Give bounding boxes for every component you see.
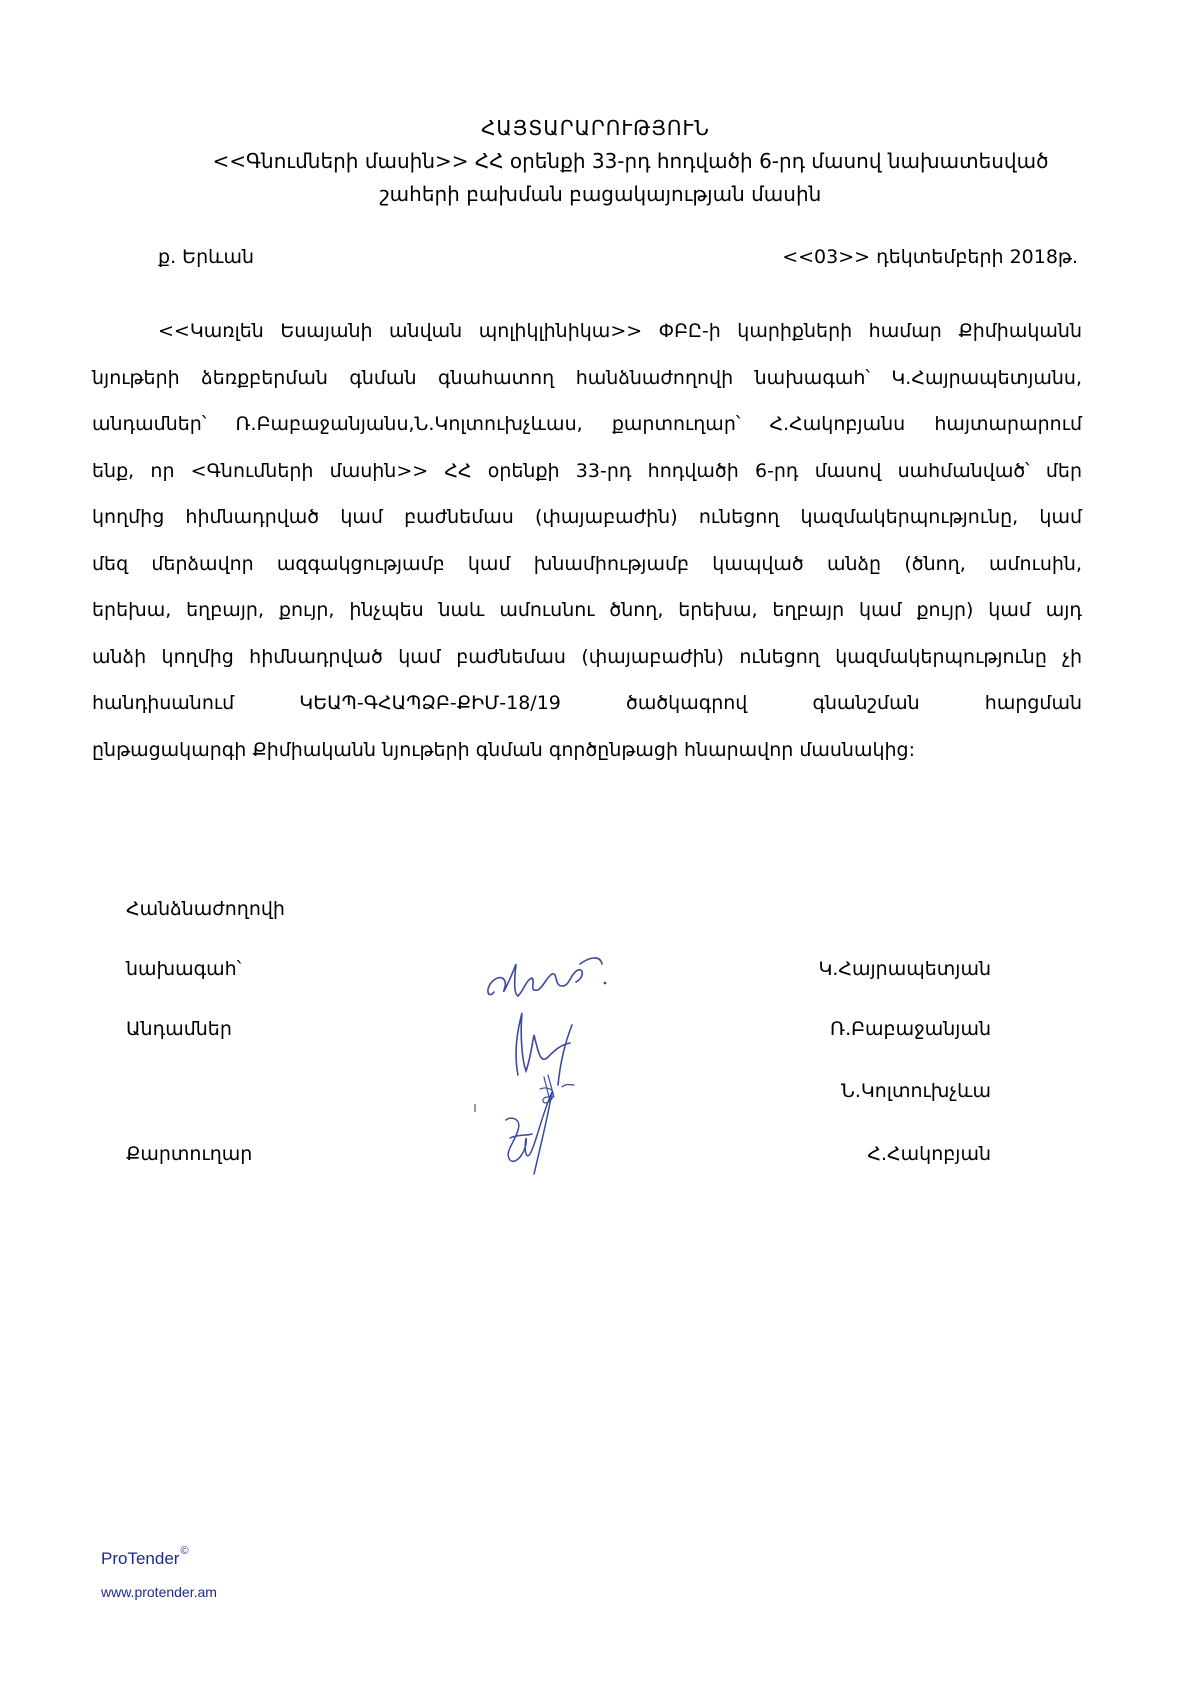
secretary-label: Քարտուղար xyxy=(126,1143,253,1165)
body-line: նյութերի ձեռքբերման գնման գնահատող հանձնաժողովի նախագահ՝ Կ.Հայրապետյանս, xyxy=(92,366,1082,389)
member1-name: Ռ.Բաբաջանյան xyxy=(830,1018,991,1040)
body-line: անձի կողմից հիմնադրված կամ բաժնեմաս (փայաբաժին) ունեցող կազմակերպությունը չի xyxy=(92,645,1082,668)
body-line: ենք, որ <Գնումների մասին>> ՀՀ օրենքի 33-րդ հոդվածի 6-րդ մասով սահմանված՝ մեր xyxy=(92,459,1082,482)
body-line: <<Կառլեն Եսայանի անվան պոլիկլինիկա>> ՓԲԸ-ի կարիքների համար Քիմիականն xyxy=(158,320,1082,342)
document-subtitle-line-2: շահերի բախման բացակայության մասին xyxy=(379,182,822,206)
body-line: մեզ մերձավոր ազգակցությամբ կամ խնամիությամբ կապված անձը (ծնող, ամուսին, xyxy=(92,552,1082,575)
declaration-body xyxy=(92,308,1082,773)
chair-name: Կ.Հայրապետյան xyxy=(818,958,991,980)
brand-name: ProTender xyxy=(101,1549,180,1568)
protender-logo xyxy=(101,1545,189,1569)
body-line: հանդիսանում ԿԵԱՊ-ԳՀԱՊՁԲ-ՔԻՄ-18/19 ծածկագրով գնանշման հարցման xyxy=(92,692,1082,714)
document-date: <<03>> դեկտեմբերի 2018թ. xyxy=(782,246,1078,268)
document-title: ՀԱՅՏԱՐԱՐՈՒԹՅՈՒՆ xyxy=(481,116,710,140)
city: ք. Երևան xyxy=(158,246,255,268)
body-line: կողմից հիմնադրված կամ բաժնեմաս (փայաբաժին) ունեցող կազմակերպությունը, կամ xyxy=(92,506,1082,528)
body-line: ընթացակարգի Քիմիականն նյութերի գնման գործընթացի հնարավոր մասնակից: xyxy=(92,738,915,761)
chair-signature-icon xyxy=(480,950,650,1010)
document-subtitle-line-1: <<Գնումների մասին>> ՀՀ օրենքի 33-րդ հոդվածի 6-րդ մասով նախատեսված xyxy=(212,149,1049,173)
website-link[interactable]: www.protender.am xyxy=(101,1584,217,1600)
secretary-name: Հ.Հակոբյան xyxy=(867,1143,991,1165)
copyright-icon: © xyxy=(180,1545,189,1557)
body-line: անդամներ՝ Ռ.Բաբաջանյանս,Ն.Կոլտուխչևաս, քարտուղար՝ Հ.Հակոբյանս հայտարարում xyxy=(92,413,1082,435)
body-line: երեխա, եղբայր, քույր, ինչպես նաև ամուսնու ծնող, երեխա, եղբայր կամ քույր) կամ այդ xyxy=(92,599,1082,621)
commission-label: Հանձնաժողովի xyxy=(126,898,285,920)
secretary-signature-icon xyxy=(470,1090,590,1180)
document-header xyxy=(100,112,1091,211)
members-label: Անդամներ xyxy=(126,1018,232,1040)
member2-name: Ն.Կոլտուխչևա xyxy=(840,1080,991,1102)
chair-label: նախագահ՝ xyxy=(126,958,242,980)
